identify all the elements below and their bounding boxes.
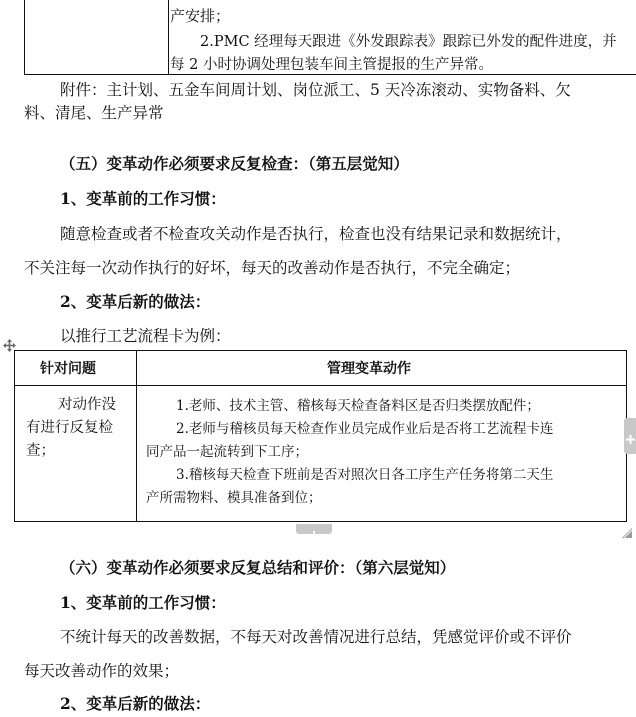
plus-icon (626, 430, 635, 439)
top-table-line2: 2.PMC 经理每天跟进《外发跟踪表》跟踪已外发的配件进度，并 (200, 34, 617, 50)
section5-example: 以推行工艺流程卡为例： (60, 327, 231, 345)
table-action-2-line2: 同产品一起流转到下工序； (146, 444, 308, 460)
top-table-line3: 每 2 小时协调处理包装车间主管提报的生产异常。 (170, 57, 493, 73)
section6-before-line2: 每天改善动作的效果； (24, 662, 180, 680)
table-header-issue: 针对问题 (40, 361, 96, 377)
plus-icon (310, 525, 318, 533)
section5-after-heading: 2、变革后新的做法： (60, 292, 211, 311)
section6-heading: （六）变革动作必须要求反复总结和评价：（第六层觉知） (60, 558, 456, 577)
add-row-handle[interactable] (296, 524, 332, 534)
table-issue-line2: 有进行反复检 (26, 420, 113, 436)
section5-before-line1: 随意检查或者不检查攻关动作是否执行，检查也没有结果记录和数据统计， (60, 225, 572, 243)
table-action-3-line1: 3.稽核每天检查下班前是否对照次日各工序生产任务将第二天生 (176, 467, 554, 483)
add-column-handle[interactable] (624, 418, 636, 454)
section6-before-line1: 不统计每天的改善数据，不每天对改善情况进行总结，凭感觉评价或不评价 (60, 628, 572, 646)
section5-before-heading: 1、变革前的工作习惯： (60, 189, 226, 208)
top-table-divider (168, 0, 169, 74)
table-header-divider (15, 385, 626, 386)
table-header-action: 管理变革动作 (327, 361, 411, 377)
table-issue-line3: 查； (26, 443, 55, 459)
attachment-line1: 附件：主计划、五金车间周计划、岗位派工、5 天冷冻滚动、实物备料、欠 (60, 81, 571, 99)
top-table-line1: 产安排； (170, 7, 231, 25)
section6-after-heading: 2、变革后新的做法： (60, 694, 211, 713)
table-issue-line1: 对动作没 (58, 397, 116, 413)
table-col-divider (136, 351, 137, 521)
section5-heading: （五）变革动作必须要求反复检查：（第五层觉知） (60, 154, 409, 173)
resize-corner-icon[interactable] (622, 524, 632, 534)
table-action-3-line2: 产所需物料、模具准备到位； (146, 490, 322, 506)
table-action-1: 1.老师、技术主管、稽核每天检查备料区是否归类摆放配件； (176, 398, 540, 414)
section6-before-heading: 1、变革前的工作习惯： (60, 593, 226, 612)
table-action-2-line1: 2.老师与稽核员每天检查作业员完成作业后是否将工艺流程卡连 (176, 421, 554, 437)
attachment-line2: 料、清尾、生产异常 (24, 104, 164, 122)
section5-before-line2: 不关注每一次动作执行的好坏，每天的改善动作是否执行，不完全确定； (24, 259, 521, 277)
